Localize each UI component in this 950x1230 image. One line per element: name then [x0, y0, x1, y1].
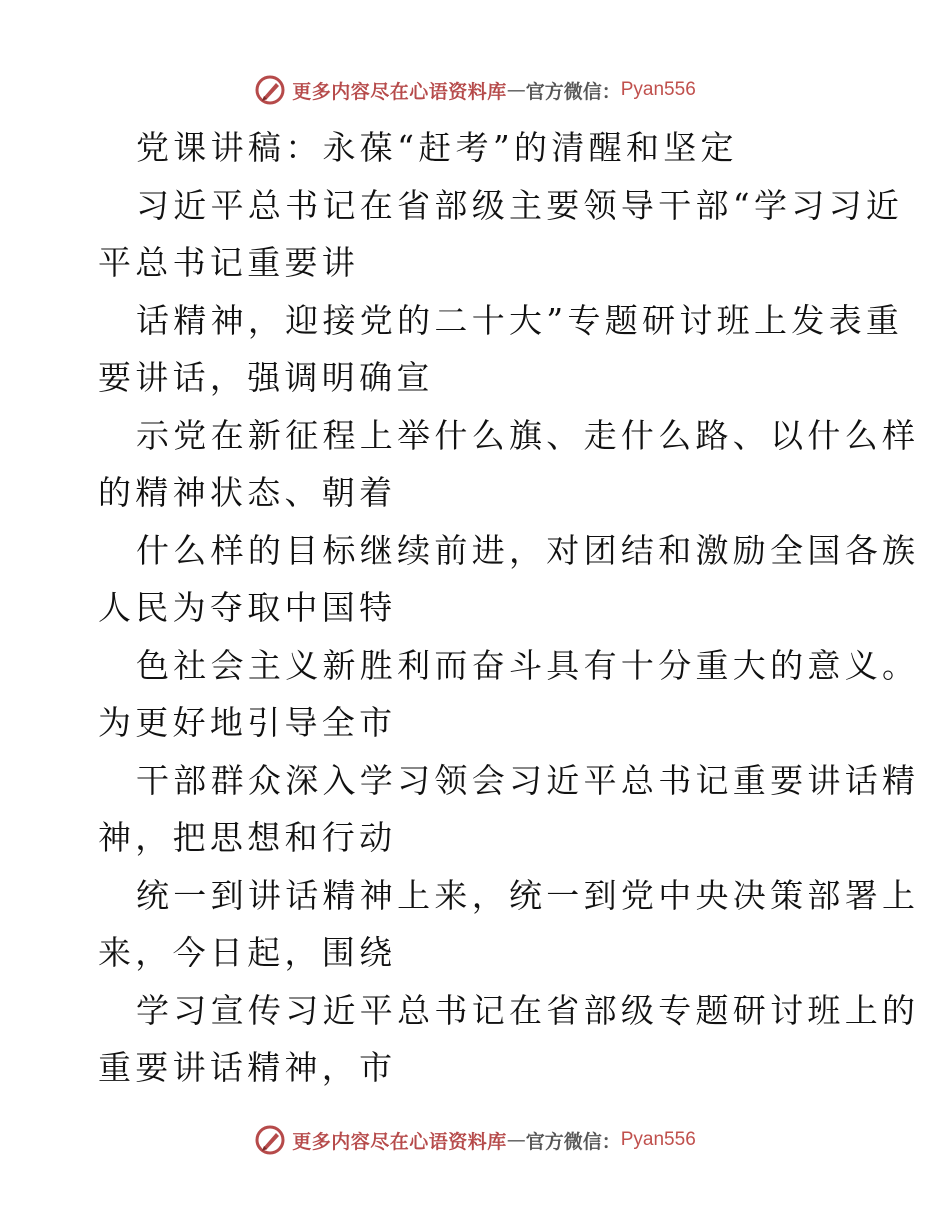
banner-wechat-label: 官方微信：	[525, 1130, 621, 1153]
text-line: 来，今日起，围绕	[98, 933, 397, 972]
text-line: 重要讲话精神，市	[98, 1048, 397, 1087]
text-line: 示党在新征程上举什么旗、走什么路、以什么样	[136, 415, 920, 455]
text-line: 话精神，迎接党的二十大”专题研讨班上发表重	[136, 300, 904, 340]
text-line: 习近平总书记在省部级主要领导干部“学习习近	[136, 185, 904, 225]
text-line: 为更好地引导全市	[98, 703, 397, 742]
pen-circle-logo-icon	[254, 1124, 286, 1156]
text-line: 要讲话，强调明确宣	[98, 358, 434, 397]
text-line: 色社会主义新胜利而奋斗具有十分重大的意义。	[136, 645, 920, 685]
document-body	[98, 119, 920, 1097]
banner-separator: —	[506, 79, 526, 101]
banner-main-text: 更多内容尽在心语资料库	[292, 80, 507, 103]
text-line: 干部群众深入学习领会习近平总书记重要讲话精	[136, 760, 920, 800]
banner-wechat-id: Pyan556	[620, 79, 696, 100]
text-line: 统一到讲话精神上来，统一到党中央决策部署上	[136, 875, 920, 915]
text-line: 人民为夺取中国特	[98, 588, 397, 627]
text-line: 的精神状态、朝着	[98, 473, 397, 512]
document-title: 党课讲稿：永葆“赶考”的清醒和坚定	[136, 128, 738, 167]
text-line: 平总书记重要讲	[98, 243, 360, 282]
text-line: 神，把思想和行动	[98, 818, 397, 857]
banner-separator: —	[506, 1129, 526, 1151]
footer-banner	[0, 1120, 950, 1160]
header-banner	[0, 70, 950, 110]
text-line: 什么样的目标继续前进，对团结和激励全国各族	[136, 530, 920, 570]
pen-circle-logo-icon	[254, 74, 286, 106]
banner-wechat-label: 官方微信：	[525, 80, 621, 103]
banner-main-text: 更多内容尽在心语资料库	[292, 1130, 507, 1153]
banner-wechat-id: Pyan556	[620, 1129, 696, 1150]
text-line: 学习宣传习近平总书记在省部级专题研讨班上的	[136, 990, 920, 1030]
